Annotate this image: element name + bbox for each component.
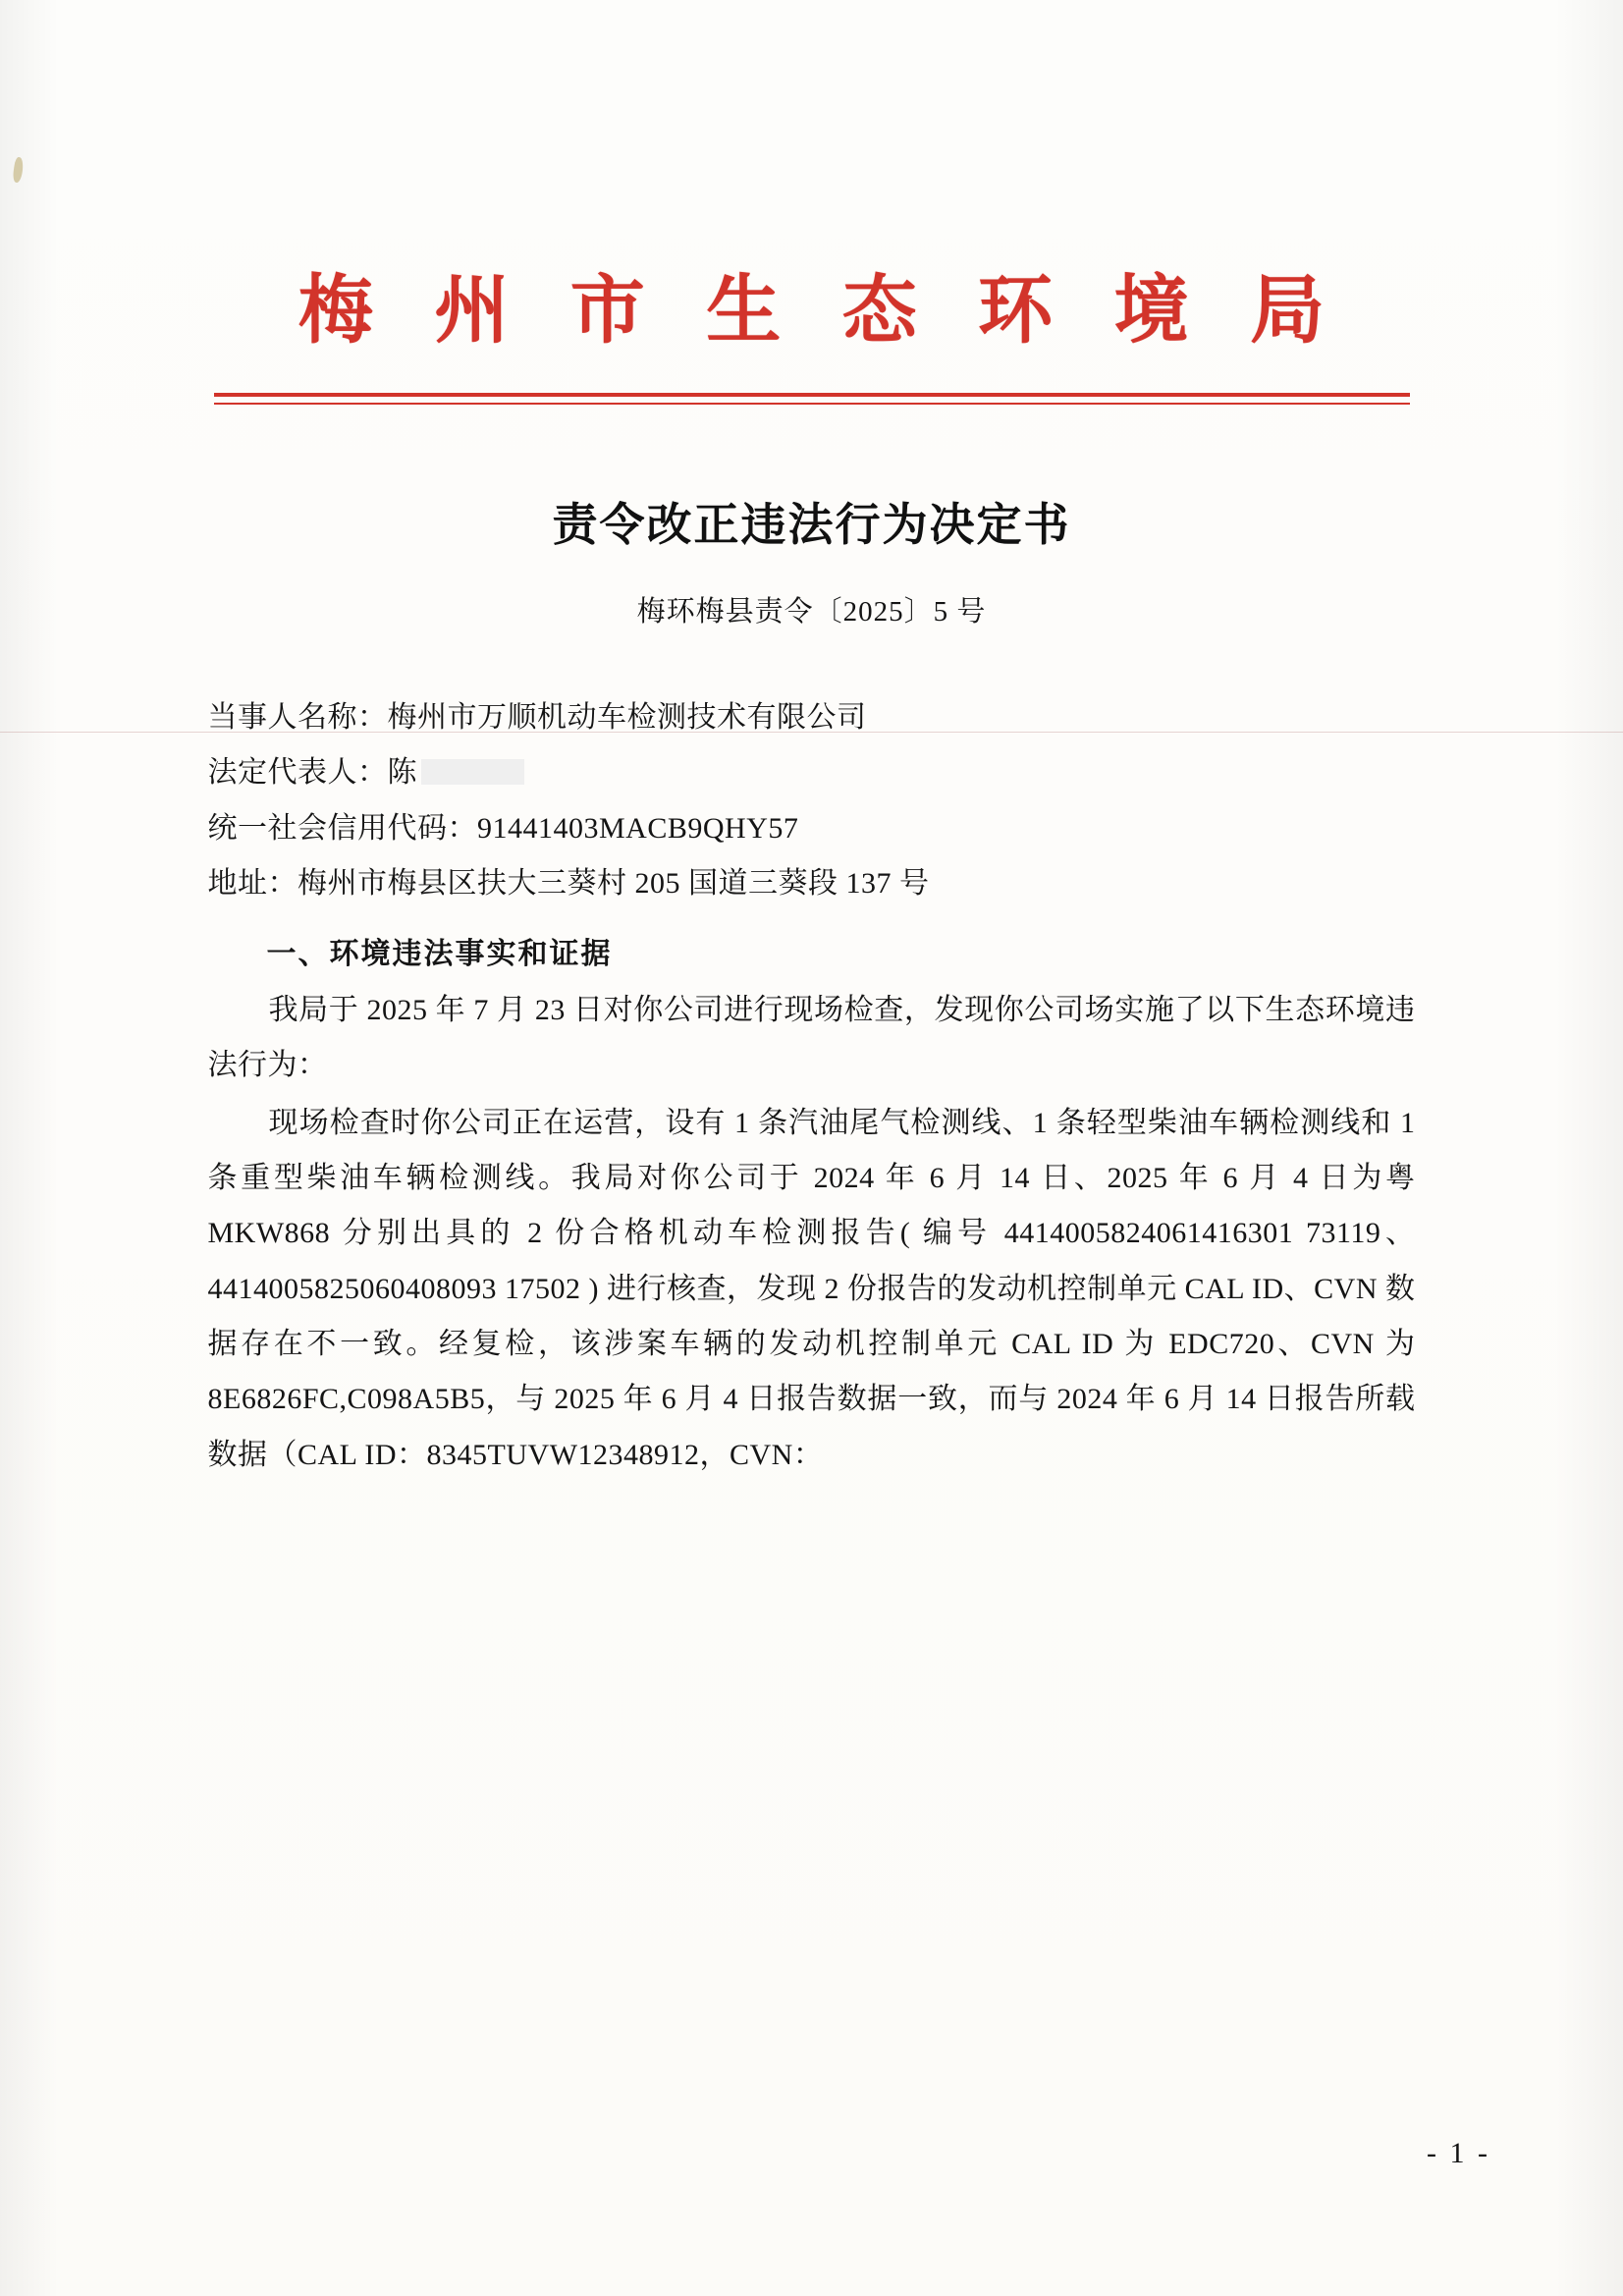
address-line: 地址：梅州市梅县区扶大三葵村 205 国道三葵段 137 号	[207, 866, 930, 900]
party-name-line: 当事人名称：梅州市万顺机动车检测技术有限公司	[207, 700, 867, 734]
document-title: 责令改正违法行为决定书	[552, 497, 1071, 551]
letterhead-rule-thin	[214, 403, 1410, 405]
document-body	[208, 690, 1416, 1483]
page-number: - 1 -	[1427, 2137, 1490, 2169]
paragraph-inspection-finding: 我局于 2025 年 7 月 23 日对你公司进行现场检查，发现你公司场实施了以下生态环境违法行为：	[207, 993, 1416, 1082]
legal-representative-line	[208, 745, 1416, 800]
credit-code-line: 统一社会信用代码：91441403MACB9QHY57	[207, 811, 799, 845]
document-number: 梅环梅县责令〔2025〕5 号	[636, 595, 987, 628]
redaction-block	[421, 759, 524, 785]
legal-representative-label: 法定代表人：陈	[207, 756, 417, 790]
section-heading-one: 一、环境违法事实和证据	[266, 937, 613, 972]
letterhead-agency-name: 梅 州 市 生 态 环 境 局	[298, 266, 1343, 354]
letterhead-rule	[214, 393, 1410, 405]
paragraph-detection-details: 现场检查时你公司正在运营，设有 1 条汽油尾气检测线、1 条轻型柴油车辆检测线和 1 条重型柴油车辆检测线。我局对你公司于 2024 年 6 月 14 日、2025 年 6 月 4 日为粤 MKW868 分别出具的 2 份合格机动车检测报告( 编号 4414005824061416301 73119、4414005825060408093 17502 ) 进行核查，发现 2 份报告的发动机控制单元 CAL ID、CVN 数据存在不一致。经复检，该涉案车辆的发动机控制单元 CAL ID 为 EDC720、CVN 为 8E6826FC,C098A5B5，与 2025 年 6 月 4 日报告数据一致，而与 2024 年 6 月 14 日报告所载数据（CAL ID：8345TUVW12348912，CVN：	[207, 1106, 1416, 1471]
